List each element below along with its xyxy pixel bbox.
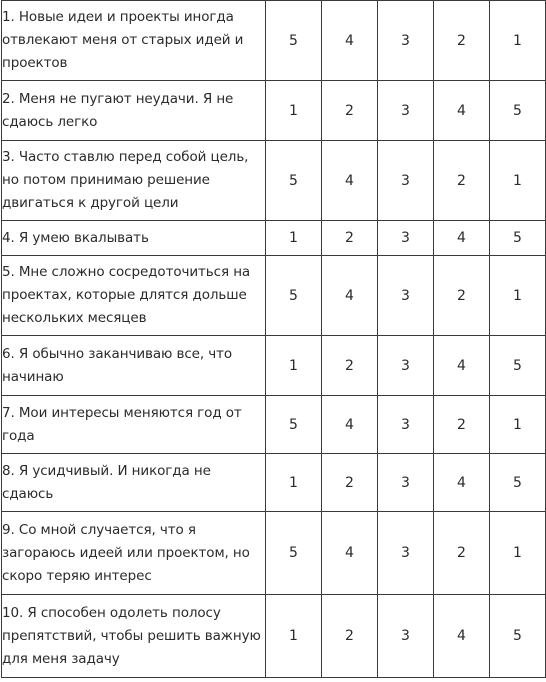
score-cell[interactable]: 5 [266,512,322,595]
score-cell[interactable]: 3 [378,256,434,336]
score-cell[interactable]: 3 [378,81,434,141]
score-cell[interactable]: 5 [490,81,546,141]
score-cell[interactable]: 5 [490,454,546,512]
statement-3: 3. Часто ставлю перед собой цель, но потом принимаю решение двигаться к другой цели [2,141,266,221]
score-cell[interactable]: 4 [434,454,490,512]
questionnaire-table [1,0,546,678]
score-cell[interactable]: 2 [434,141,490,221]
score-cell[interactable]: 1 [266,454,322,512]
score-cell[interactable]: 2 [322,81,378,141]
score-cell[interactable]: 1 [266,595,322,678]
table-row [2,1,546,81]
score-cell[interactable]: 4 [434,336,490,396]
score-cell[interactable]: 5 [266,256,322,336]
score-cell[interactable]: 4 [434,221,490,256]
score-cell[interactable]: 3 [378,454,434,512]
table-row [2,336,546,396]
score-cell[interactable]: 3 [378,221,434,256]
score-cell[interactable]: 2 [434,512,490,595]
score-cell[interactable]: 5 [266,396,322,454]
statement-1: 1. Новые идеи и проекты иногда отвлекают меня от старых идей и проектов [2,1,266,81]
score-cell[interactable]: 1 [266,336,322,396]
table-row [2,454,546,512]
score-cell[interactable]: 5 [266,1,322,81]
score-cell[interactable]: 5 [490,336,546,396]
statement-2: 2. Меня не пугают неудачи. Я не сдаюсь легко [2,81,266,141]
score-cell[interactable]: 1 [490,512,546,595]
score-cell[interactable]: 4 [434,81,490,141]
statement-4: 4. Я умею вкалывать [2,221,266,256]
score-cell[interactable]: 2 [434,1,490,81]
score-cell[interactable]: 4 [322,396,378,454]
score-cell[interactable]: 3 [378,595,434,678]
statement-7: 7. Мои интересы меняются год от года [2,396,266,454]
table-row [2,256,546,336]
score-cell[interactable]: 4 [322,141,378,221]
table-row [2,81,546,141]
score-cell[interactable]: 1 [490,1,546,81]
score-cell[interactable]: 3 [378,141,434,221]
score-cell[interactable]: 2 [434,256,490,336]
table-row [2,141,546,221]
score-cell[interactable]: 2 [322,454,378,512]
score-cell[interactable]: 5 [490,221,546,256]
score-cell[interactable]: 2 [322,221,378,256]
statement-9: 9. Со мной случается, что я загораюсь идеей или проектом, но скоро теряю интерес [2,512,266,595]
score-cell[interactable]: 1 [266,81,322,141]
score-cell[interactable]: 4 [322,1,378,81]
score-cell[interactable]: 3 [378,512,434,595]
score-cell[interactable]: 2 [322,336,378,396]
score-cell[interactable]: 2 [434,396,490,454]
score-cell[interactable]: 3 [378,1,434,81]
score-cell[interactable]: 1 [266,221,322,256]
table-row [2,595,546,678]
score-cell[interactable]: 4 [434,595,490,678]
statement-5: 5. Мне сложно сосредоточиться на проектах, которые длятся дольше нескольких месяцев [2,256,266,336]
score-cell[interactable]: 3 [378,396,434,454]
statement-10: 10. Я способен одолеть полосу препятствий, чтобы решить важную для меня задачу [2,595,266,678]
score-cell[interactable]: 3 [378,336,434,396]
score-cell[interactable]: 5 [266,141,322,221]
statement-8: 8. Я усидчивый. И никогда не сдаюсь [2,454,266,512]
score-cell[interactable]: 1 [490,396,546,454]
score-cell[interactable]: 1 [490,141,546,221]
score-cell[interactable]: 5 [490,595,546,678]
table-row [2,512,546,595]
statement-6: 6. Я обычно заканчиваю все, что начинаю [2,336,266,396]
score-cell[interactable]: 1 [490,256,546,336]
score-cell[interactable]: 4 [322,256,378,336]
table-row [2,396,546,454]
score-cell[interactable]: 2 [322,595,378,678]
table-row [2,221,546,256]
score-cell[interactable]: 4 [322,512,378,595]
